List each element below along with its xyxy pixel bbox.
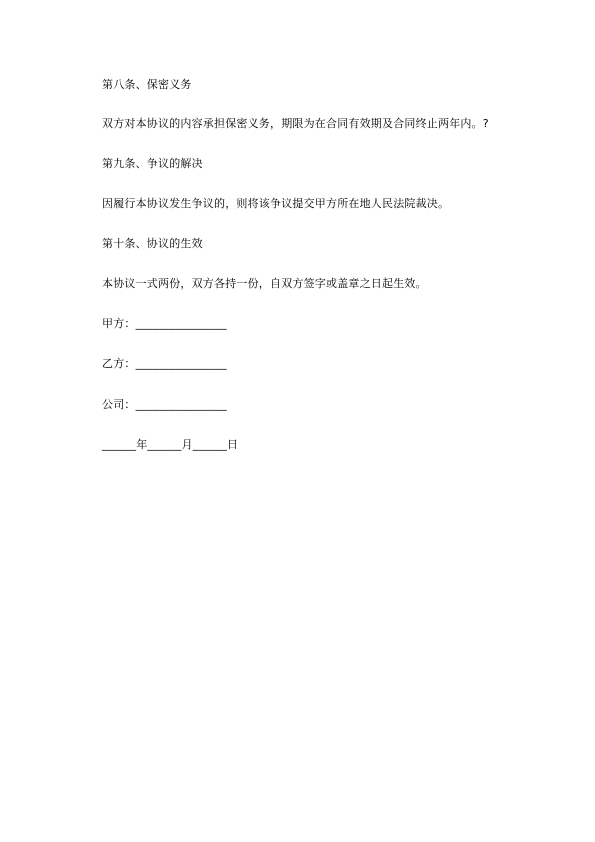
party-a-signature-line: 甲方：________________ — [102, 317, 227, 330]
party-b-signature-line: 乙方：________________ — [102, 357, 227, 370]
article-9-body: 因履行本协议发生争议的，则将该争议提交甲方所在地人民法院裁决。 — [102, 197, 450, 210]
signing-date-line: ______年______月______日 — [102, 438, 239, 451]
company-signature-line: 公司：________________ — [102, 398, 227, 411]
article-10-body: 本协议一式两份，双方各持一份，自双方签字或盖章之日起生效。 — [102, 277, 427, 290]
article-10-heading: 第十条、协议的生效 — [102, 237, 203, 250]
article-9-heading: 第九条、争议的解决 — [102, 157, 203, 170]
article-8-body: 双方对本协议的内容承担保密义务，期限为在合同有效期及合同终止两年内。? — [102, 117, 489, 130]
article-8-heading: 第八条、保密义务 — [102, 78, 192, 91]
